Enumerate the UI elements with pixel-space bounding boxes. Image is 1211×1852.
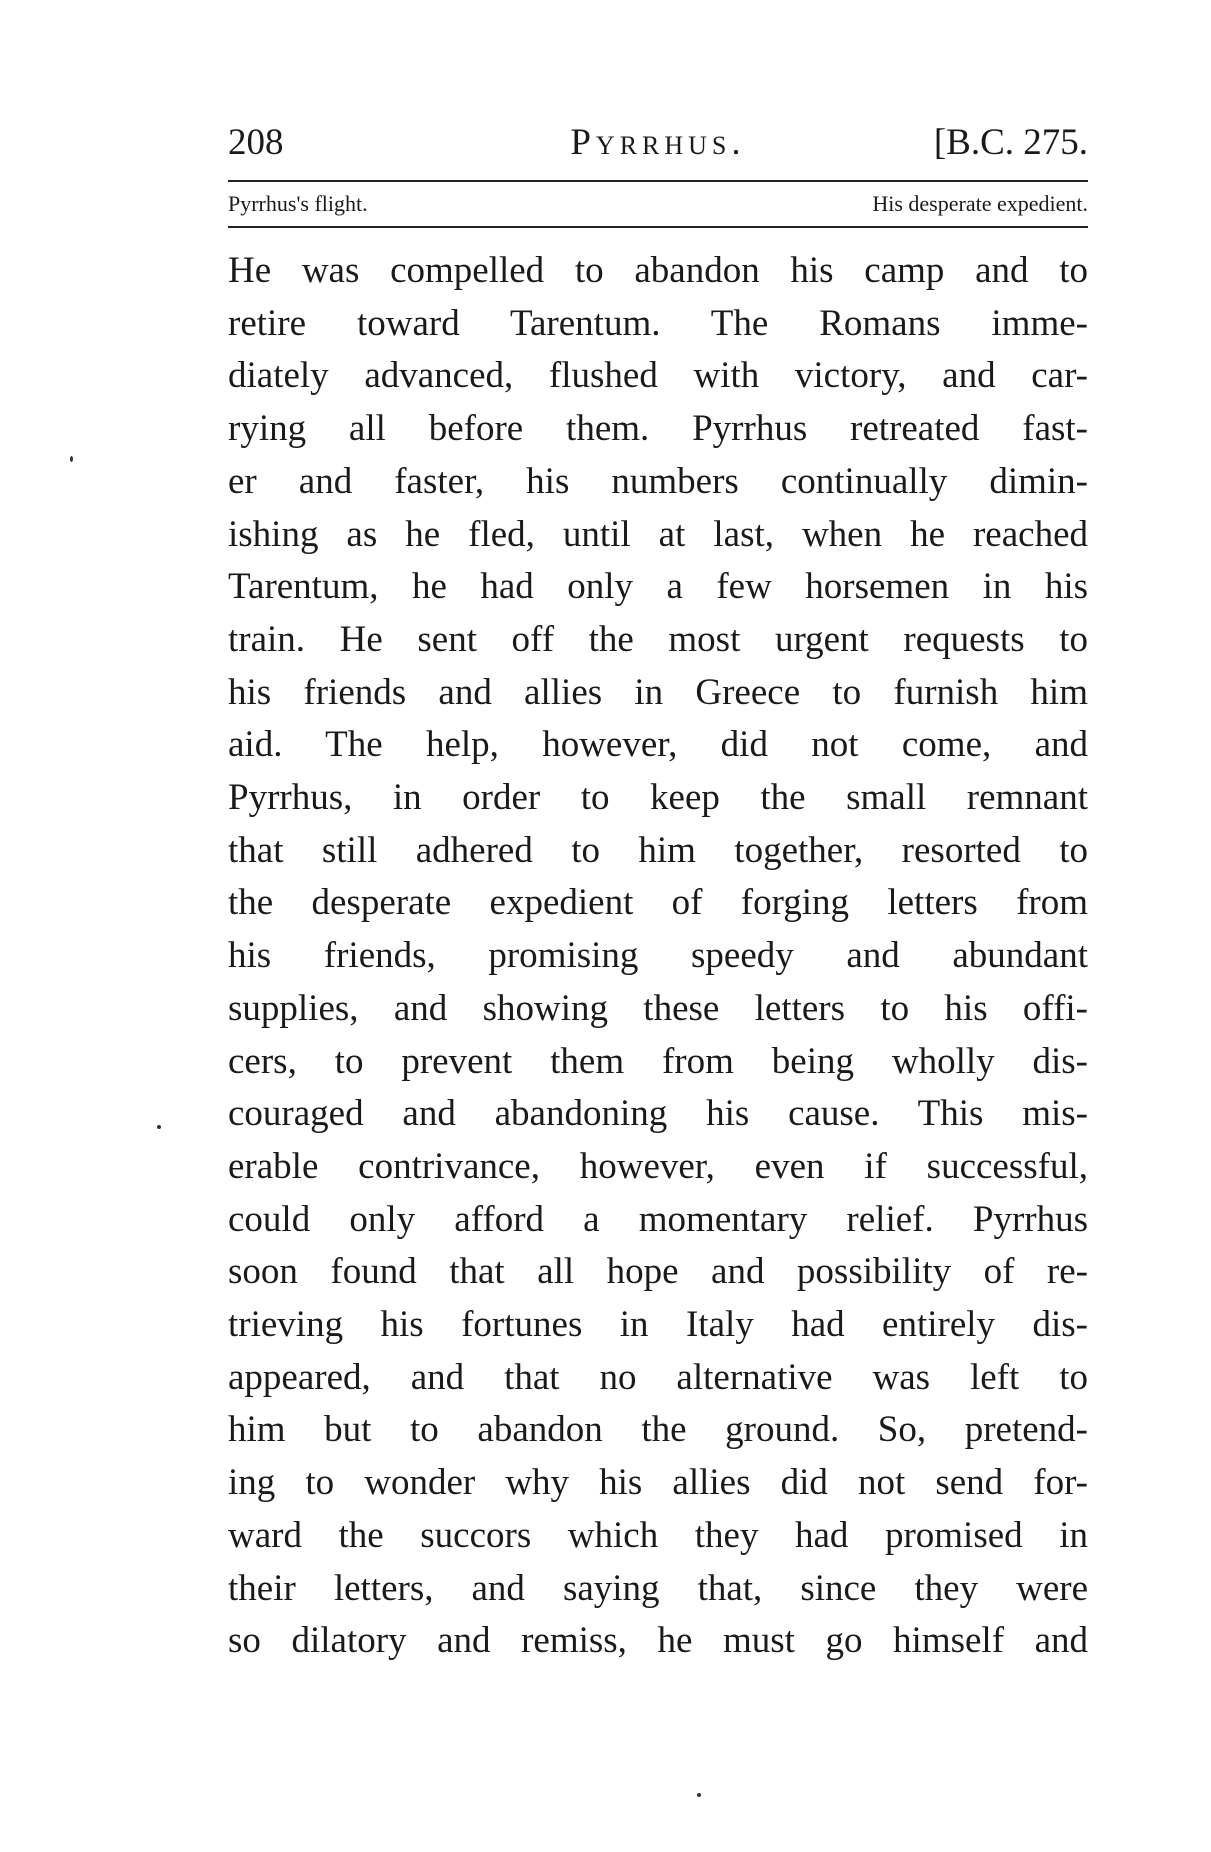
text-line: cers, to prevent them from being wholly dis- (228, 1040, 1088, 1082)
text-line: that still adhered to him together, resorted to (228, 829, 1088, 871)
text-line: ward the succors which they had promised in (228, 1514, 1088, 1556)
body-text (228, 245, 1088, 1668)
text-line: ing to wonder why his allies did not send for- (228, 1462, 1088, 1504)
scan-speck (157, 1125, 161, 1129)
date-reference: [B.C. 275. (933, 122, 1088, 163)
text-line: Tarentum, he had only a few horsemen in his (228, 566, 1088, 608)
text-line: soon found that all hope and possibility of re- (228, 1251, 1088, 1293)
scan-speck (697, 1793, 701, 1797)
text-line: couraged and abandoning his cause. This mis- (228, 1093, 1088, 1135)
text-line: trieving his fortunes in Italy had entirely dis- (228, 1304, 1088, 1346)
text-line: rying all before them. Pyrrhus retreated fast- (228, 408, 1088, 450)
text-line: Pyrrhus, in order to keep the small remnant (228, 777, 1088, 819)
text-line: retire toward Tarentum. The Romans imme- (228, 302, 1088, 344)
header-rule-bottom (228, 226, 1088, 228)
subhead-right: His desperate expedient. (872, 191, 1088, 216)
running-title: Pyrrhus. (570, 122, 746, 163)
subhead-left: Pyrrhus's flight. (228, 191, 368, 216)
text-line: the desperate expedient of forging letters from (228, 882, 1088, 924)
text-line: their letters, and saying that, since they were (228, 1567, 1088, 1609)
marginal-subheads (228, 186, 1088, 222)
text-line: diately advanced, flushed with victory, and car- (228, 355, 1088, 397)
text-line: aid. The help, however, did not come, and (228, 724, 1088, 766)
text-line: ishing as he fled, until at last, when he reached (228, 513, 1088, 555)
text-line: supplies, and showing these letters to his offi- (228, 987, 1088, 1029)
text-line: appeared, and that no alternative was left to (228, 1356, 1088, 1398)
header-rule-top (228, 180, 1088, 182)
text-line: train. He sent off the most urgent requests to (228, 618, 1088, 660)
page-number: 208 (228, 122, 284, 163)
text-line: his friends, promising speedy and abundant (228, 935, 1088, 977)
running-head (228, 118, 1088, 168)
scan-speck (70, 456, 73, 462)
text-line: erable contrivance, however, even if successful, (228, 1145, 1088, 1187)
text-line: him but to abandon the ground. So, pretend- (228, 1409, 1088, 1451)
text-line: He was compelled to abandon his camp and to (228, 250, 1088, 291)
text-line: could only afford a momentary relief. Pyrrhus (228, 1198, 1088, 1240)
text-line: er and faster, his numbers continually dimin- (228, 460, 1088, 502)
text-line: so dilatory and remiss, he must go himself and (228, 1620, 1088, 1662)
text-line: his friends and allies in Greece to furnish him (228, 671, 1088, 713)
